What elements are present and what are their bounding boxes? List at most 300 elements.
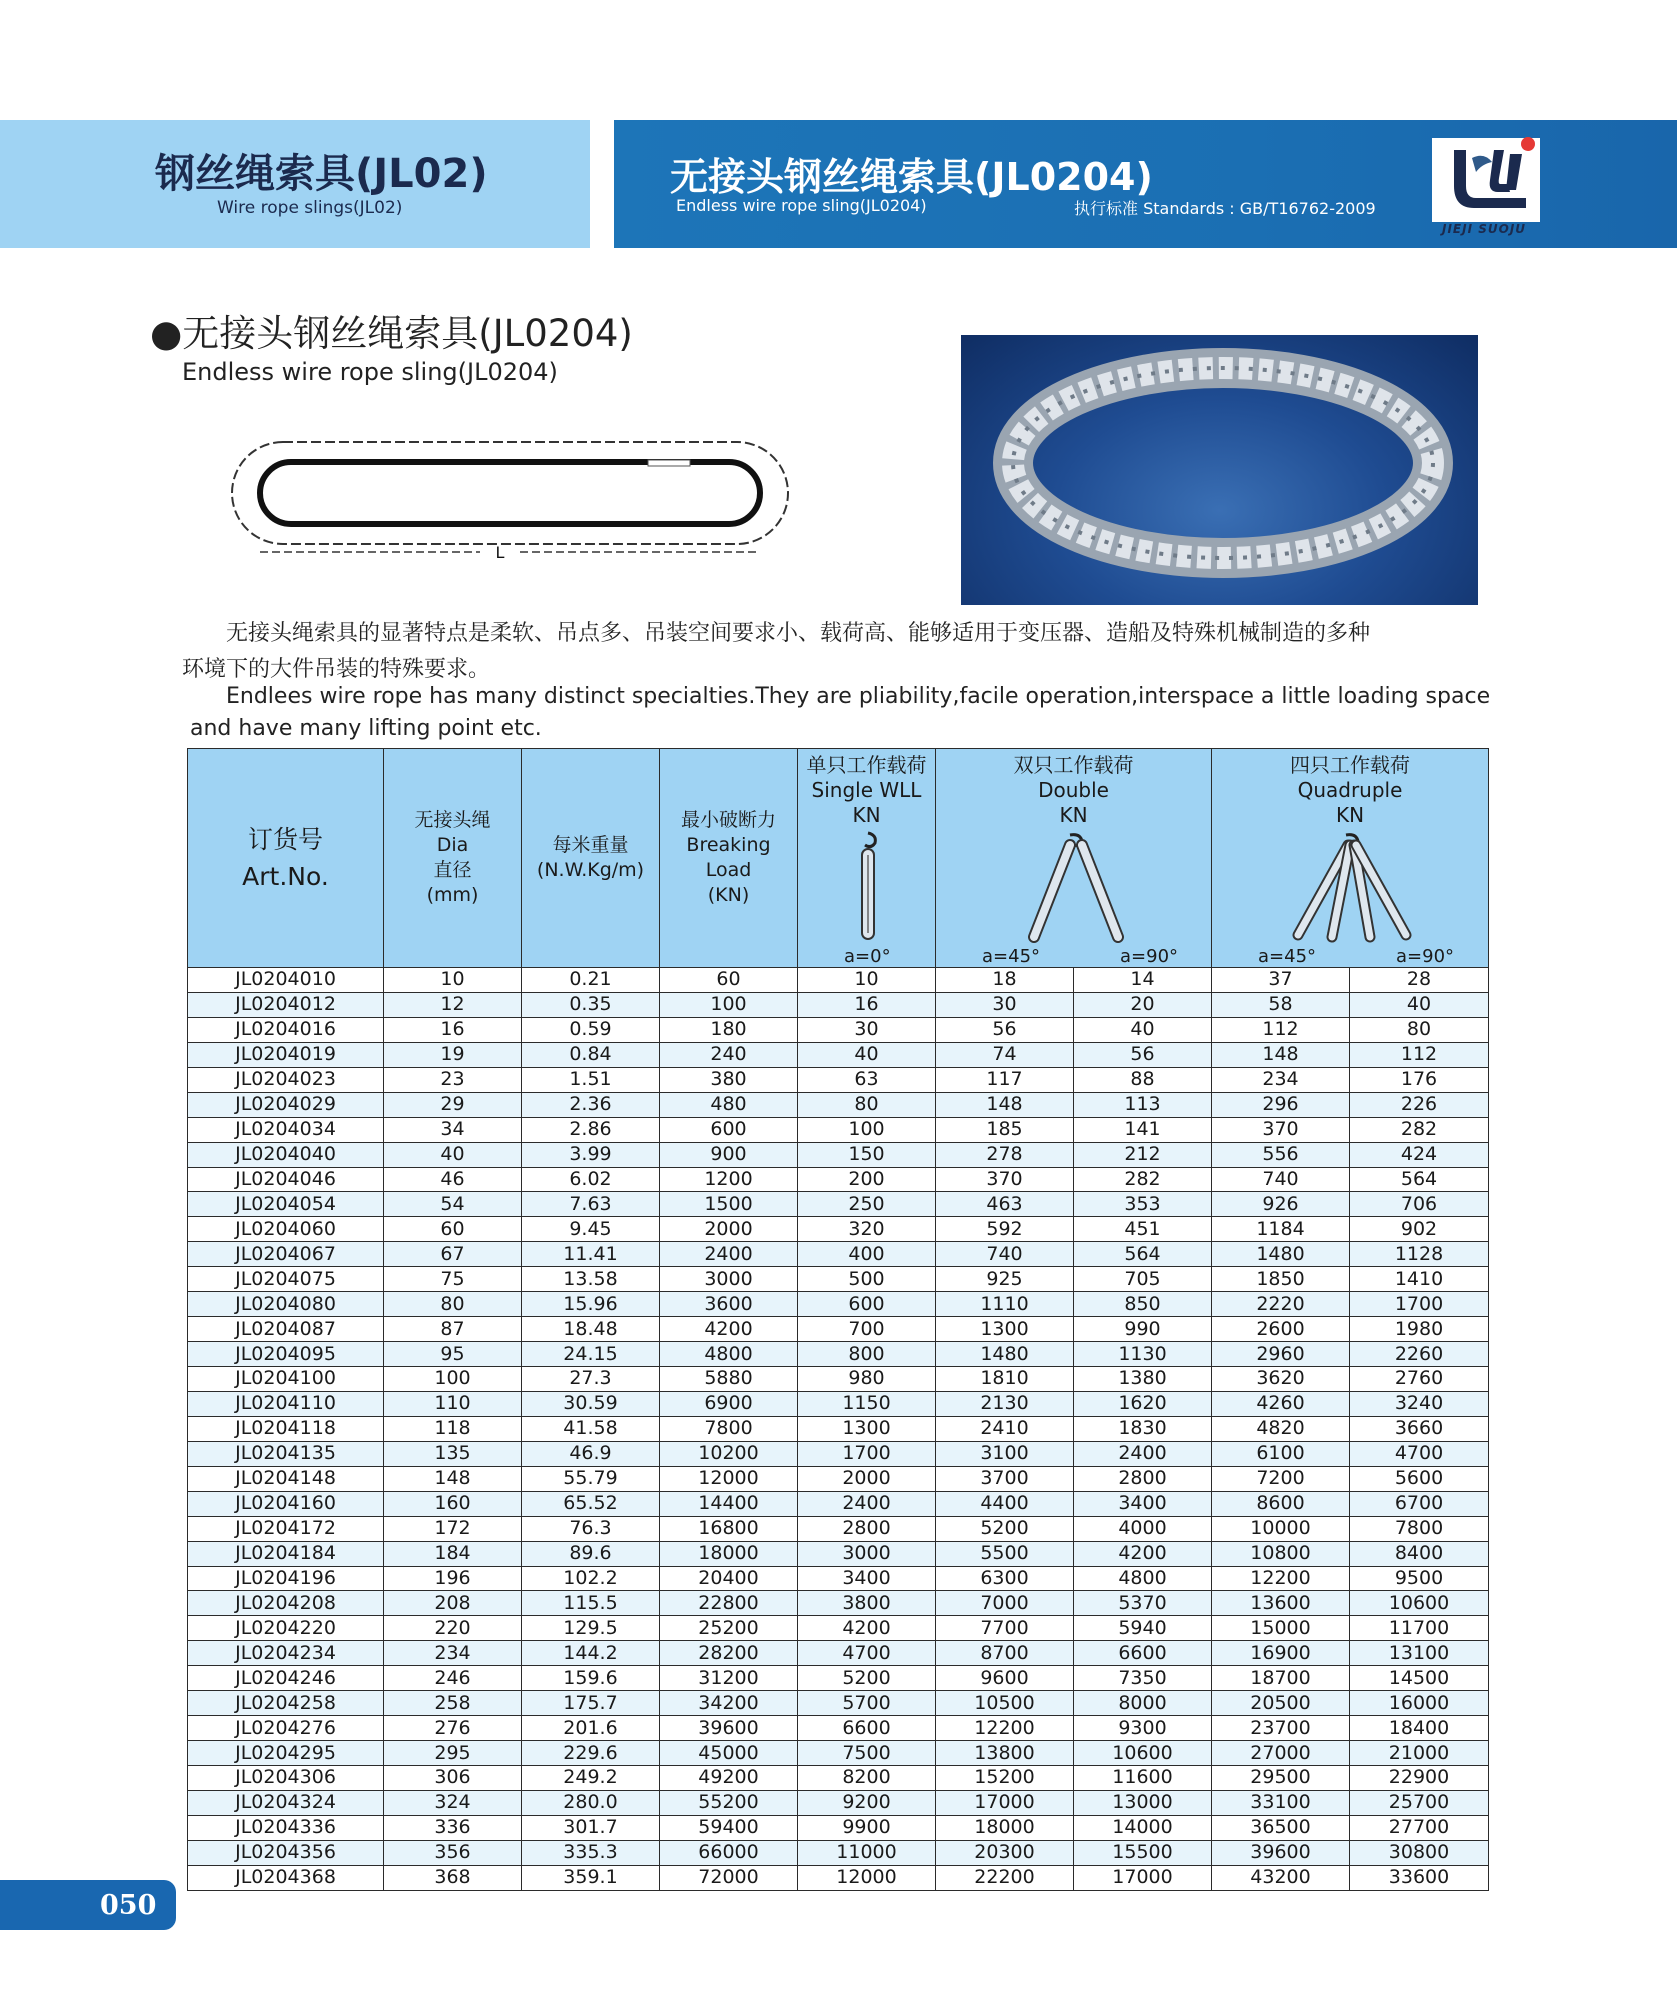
cell-single-wll: 3000 bbox=[798, 1541, 936, 1566]
table-row bbox=[188, 1317, 1489, 1342]
cell-breaking-load: 72000 bbox=[660, 1865, 798, 1890]
cell-quad-90: 80 bbox=[1350, 1017, 1489, 1042]
cell-diameter: 60 bbox=[384, 1217, 522, 1242]
cell-double-90: 705 bbox=[1074, 1267, 1212, 1292]
double-sling-icon bbox=[1026, 831, 1126, 943]
cell-double-45: 925 bbox=[936, 1267, 1074, 1292]
cell-art-no: JL0204135 bbox=[188, 1441, 384, 1466]
cell-diameter: 324 bbox=[384, 1790, 522, 1815]
cell-double-45: 1810 bbox=[936, 1367, 1074, 1392]
cell-quad-45: 148 bbox=[1212, 1042, 1350, 1067]
cell-diameter: 135 bbox=[384, 1441, 522, 1466]
cell-single-wll: 100 bbox=[798, 1117, 936, 1142]
table-row bbox=[188, 992, 1489, 1017]
cell-quad-90: 706 bbox=[1350, 1192, 1489, 1217]
endless-sling-drawing bbox=[230, 440, 792, 560]
cell-double-90: 3400 bbox=[1074, 1491, 1212, 1516]
table-row bbox=[188, 1367, 1489, 1392]
sling-diagram bbox=[230, 440, 792, 560]
logo-caption: JIEJI SUOJU bbox=[1442, 222, 1527, 236]
cell-diameter: 246 bbox=[384, 1666, 522, 1691]
page-number-tab bbox=[0, 1880, 176, 1930]
cell-single-wll: 7500 bbox=[798, 1741, 936, 1766]
cell-breaking-load: 7800 bbox=[660, 1416, 798, 1441]
cell-art-no: JL0204019 bbox=[188, 1042, 384, 1067]
cell-diameter: 23 bbox=[384, 1067, 522, 1092]
cell-diameter: 75 bbox=[384, 1267, 522, 1292]
cell-double-45: 6300 bbox=[936, 1566, 1074, 1591]
cell-art-no: JL0204336 bbox=[188, 1815, 384, 1840]
cell-quad-45: 112 bbox=[1212, 1017, 1350, 1042]
cell-double-90: 10600 bbox=[1074, 1741, 1212, 1766]
cell-double-45: 18 bbox=[936, 968, 1074, 993]
cell-double-90: 5370 bbox=[1074, 1591, 1212, 1616]
cell-single-wll: 400 bbox=[798, 1242, 936, 1267]
cell-art-no: JL0204184 bbox=[188, 1541, 384, 1566]
cell-art-no: JL0204029 bbox=[188, 1092, 384, 1117]
cell-breaking-load: 2400 bbox=[660, 1242, 798, 1267]
cell-weight: 249.2 bbox=[522, 1766, 660, 1791]
cell-art-no: JL0204023 bbox=[188, 1067, 384, 1092]
length-label: L bbox=[495, 543, 505, 560]
cell-single-wll: 4700 bbox=[798, 1641, 936, 1666]
cell-breaking-load: 55200 bbox=[660, 1790, 798, 1815]
cell-weight: 7.63 bbox=[522, 1192, 660, 1217]
cell-single-wll: 980 bbox=[798, 1367, 936, 1392]
cell-quad-45: 37 bbox=[1212, 968, 1350, 993]
cell-diameter: 19 bbox=[384, 1042, 522, 1067]
cell-diameter: 34 bbox=[384, 1117, 522, 1142]
cell-weight: 89.6 bbox=[522, 1541, 660, 1566]
cell-breaking-load: 45000 bbox=[660, 1741, 798, 1766]
cell-art-no: JL0204016 bbox=[188, 1017, 384, 1042]
cell-double-90: 14000 bbox=[1074, 1815, 1212, 1840]
cell-weight: 18.48 bbox=[522, 1317, 660, 1342]
brand-logo bbox=[1426, 128, 1546, 240]
cell-quad-45: 3620 bbox=[1212, 1367, 1350, 1392]
table-row bbox=[188, 1292, 1489, 1317]
spec-table-body bbox=[188, 968, 1489, 1891]
cell-quad-45: 2220 bbox=[1212, 1292, 1350, 1317]
table-row bbox=[188, 1391, 1489, 1416]
cell-breaking-load: 16800 bbox=[660, 1516, 798, 1541]
cell-art-no: JL0204087 bbox=[188, 1317, 384, 1342]
cell-quad-45: 234 bbox=[1212, 1067, 1350, 1092]
cell-quad-45: 6100 bbox=[1212, 1441, 1350, 1466]
cell-double-45: 2130 bbox=[936, 1391, 1074, 1416]
category-title: 钢丝绳索具(JL02) bbox=[155, 151, 488, 197]
cell-single-wll: 63 bbox=[798, 1067, 936, 1092]
cell-double-45: 7700 bbox=[936, 1616, 1074, 1641]
table-row bbox=[188, 1217, 1489, 1242]
cell-double-90: 850 bbox=[1074, 1292, 1212, 1317]
cell-weight: 46.9 bbox=[522, 1441, 660, 1466]
product-subtitle: Endless wire rope sling(JL0204) bbox=[676, 196, 927, 215]
header-diameter: 无接头绳 Dia 直径 (mm) bbox=[384, 749, 522, 968]
cell-quad-45: 33100 bbox=[1212, 1790, 1350, 1815]
table-row bbox=[188, 1267, 1489, 1292]
cell-quad-45: 23700 bbox=[1212, 1716, 1350, 1741]
cell-diameter: 172 bbox=[384, 1516, 522, 1541]
cell-double-90: 7350 bbox=[1074, 1666, 1212, 1691]
table-row bbox=[188, 1840, 1489, 1865]
cell-single-wll: 30 bbox=[798, 1017, 936, 1042]
cell-single-wll: 800 bbox=[798, 1342, 936, 1367]
cell-double-90: 2400 bbox=[1074, 1441, 1212, 1466]
cell-double-45: 2410 bbox=[936, 1416, 1074, 1441]
cell-quad-90: 1980 bbox=[1350, 1317, 1489, 1342]
cell-diameter: 220 bbox=[384, 1616, 522, 1641]
cell-diameter: 208 bbox=[384, 1591, 522, 1616]
cell-single-wll: 600 bbox=[798, 1292, 936, 1317]
cell-quad-90: 5600 bbox=[1350, 1466, 1489, 1491]
category-subtitle: Wire rope slings(JL02) bbox=[217, 198, 403, 218]
cell-breaking-load: 34200 bbox=[660, 1691, 798, 1716]
cell-double-90: 20 bbox=[1074, 992, 1212, 1017]
cell-single-wll: 2400 bbox=[798, 1491, 936, 1516]
cell-double-90: 88 bbox=[1074, 1067, 1212, 1092]
cell-quad-45: 20500 bbox=[1212, 1691, 1350, 1716]
table-row bbox=[188, 1616, 1489, 1641]
cell-double-45: 8700 bbox=[936, 1641, 1074, 1666]
cell-art-no: JL0204246 bbox=[188, 1666, 384, 1691]
cell-quad-90: 2260 bbox=[1350, 1342, 1489, 1367]
cell-art-no: JL0204034 bbox=[188, 1117, 384, 1142]
cell-art-no: JL0204095 bbox=[188, 1342, 384, 1367]
cell-quad-90: 902 bbox=[1350, 1217, 1489, 1242]
cell-double-90: 1620 bbox=[1074, 1391, 1212, 1416]
cell-single-wll: 700 bbox=[798, 1317, 936, 1342]
cell-double-90: 451 bbox=[1074, 1217, 1212, 1242]
cell-breaking-load: 14400 bbox=[660, 1491, 798, 1516]
cell-quad-90: 8400 bbox=[1350, 1541, 1489, 1566]
cell-diameter: 110 bbox=[384, 1391, 522, 1416]
quadruple-sling-icon bbox=[1290, 831, 1414, 943]
cell-breaking-load: 60 bbox=[660, 968, 798, 993]
cell-diameter: 16 bbox=[384, 1017, 522, 1042]
cell-quad-90: 6700 bbox=[1350, 1491, 1489, 1516]
cell-breaking-load: 4800 bbox=[660, 1342, 798, 1367]
cell-double-45: 740 bbox=[936, 1242, 1074, 1267]
cell-quad-45: 39600 bbox=[1212, 1840, 1350, 1865]
product-title: 无接头钢丝绳索具(JL0204) bbox=[670, 155, 1153, 199]
cell-double-90: 4200 bbox=[1074, 1541, 1212, 1566]
cell-weight: 13.58 bbox=[522, 1267, 660, 1292]
cell-double-45: 3700 bbox=[936, 1466, 1074, 1491]
cell-breaking-load: 240 bbox=[660, 1042, 798, 1067]
cell-double-90: 2800 bbox=[1074, 1466, 1212, 1491]
cell-quad-45: 556 bbox=[1212, 1142, 1350, 1167]
cell-breaking-load: 4200 bbox=[660, 1317, 798, 1342]
table-row bbox=[188, 1815, 1489, 1840]
cell-double-45: 117 bbox=[936, 1067, 1074, 1092]
table-row bbox=[188, 1566, 1489, 1591]
cell-breaking-load: 380 bbox=[660, 1067, 798, 1092]
cell-weight: 0.84 bbox=[522, 1042, 660, 1067]
table-row bbox=[188, 1017, 1489, 1042]
cell-breaking-load: 180 bbox=[660, 1017, 798, 1042]
cell-double-45: 592 bbox=[936, 1217, 1074, 1242]
cell-double-45: 1110 bbox=[936, 1292, 1074, 1317]
cell-double-90: 17000 bbox=[1074, 1865, 1212, 1890]
cell-diameter: 12 bbox=[384, 992, 522, 1017]
cell-double-45: 1300 bbox=[936, 1317, 1074, 1342]
cell-double-90: 141 bbox=[1074, 1117, 1212, 1142]
cell-single-wll: 150 bbox=[798, 1142, 936, 1167]
cell-weight: 3.99 bbox=[522, 1142, 660, 1167]
cell-quad-45: 1850 bbox=[1212, 1267, 1350, 1292]
cell-quad-45: 10000 bbox=[1212, 1516, 1350, 1541]
cell-quad-90: 282 bbox=[1350, 1117, 1489, 1142]
cell-quad-90: 1410 bbox=[1350, 1267, 1489, 1292]
cell-single-wll: 1300 bbox=[798, 1416, 936, 1441]
table-row bbox=[188, 1491, 1489, 1516]
cell-single-wll: 5200 bbox=[798, 1666, 936, 1691]
cell-breaking-load: 3000 bbox=[660, 1267, 798, 1292]
table-row bbox=[188, 1192, 1489, 1217]
product-photo bbox=[961, 335, 1478, 605]
standard-text: 执行标准 Standards : GB/T16762-2009 bbox=[1074, 199, 1376, 218]
cell-weight: 201.6 bbox=[522, 1716, 660, 1741]
cell-diameter: 295 bbox=[384, 1741, 522, 1766]
cell-weight: 27.3 bbox=[522, 1367, 660, 1392]
cell-weight: 65.52 bbox=[522, 1491, 660, 1516]
table-row bbox=[188, 1092, 1489, 1117]
cell-quad-45: 370 bbox=[1212, 1117, 1350, 1142]
cell-quad-90: 3660 bbox=[1350, 1416, 1489, 1441]
cell-art-no: JL0204012 bbox=[188, 992, 384, 1017]
cell-diameter: 368 bbox=[384, 1865, 522, 1890]
cell-weight: 0.35 bbox=[522, 992, 660, 1017]
table-row bbox=[188, 1167, 1489, 1192]
cell-diameter: 95 bbox=[384, 1342, 522, 1367]
cell-weight: 359.1 bbox=[522, 1865, 660, 1890]
cell-art-no: JL0204220 bbox=[188, 1616, 384, 1641]
cell-single-wll: 16 bbox=[798, 992, 936, 1017]
cell-weight: 6.02 bbox=[522, 1167, 660, 1192]
brand-logo-icon bbox=[1426, 128, 1546, 224]
table-row bbox=[188, 1242, 1489, 1267]
cell-art-no: JL0204196 bbox=[188, 1566, 384, 1591]
cell-quad-90: 9500 bbox=[1350, 1566, 1489, 1591]
table-row bbox=[188, 1666, 1489, 1691]
cell-single-wll: 1700 bbox=[798, 1441, 936, 1466]
cell-quad-45: 58 bbox=[1212, 992, 1350, 1017]
cell-single-wll: 80 bbox=[798, 1092, 936, 1117]
cell-double-90: 40 bbox=[1074, 1017, 1212, 1042]
cell-breaking-load: 1500 bbox=[660, 1192, 798, 1217]
cell-double-45: 5200 bbox=[936, 1516, 1074, 1541]
cell-weight: 30.59 bbox=[522, 1391, 660, 1416]
cell-quad-45: 43200 bbox=[1212, 1865, 1350, 1890]
cell-quad-90: 16000 bbox=[1350, 1691, 1489, 1716]
cell-weight: 175.7 bbox=[522, 1691, 660, 1716]
cell-art-no: JL0204080 bbox=[188, 1292, 384, 1317]
cell-quad-90: 7800 bbox=[1350, 1516, 1489, 1541]
cell-art-no: JL0204054 bbox=[188, 1192, 384, 1217]
cell-single-wll: 5700 bbox=[798, 1691, 936, 1716]
cell-single-wll: 250 bbox=[798, 1192, 936, 1217]
cell-quad-90: 226 bbox=[1350, 1092, 1489, 1117]
cell-double-45: 370 bbox=[936, 1167, 1074, 1192]
cell-quad-90: 25700 bbox=[1350, 1790, 1489, 1815]
cell-quad-90: 424 bbox=[1350, 1142, 1489, 1167]
cell-double-90: 282 bbox=[1074, 1167, 1212, 1192]
section-title: ●无接头钢丝绳索具(JL0204) bbox=[150, 312, 633, 355]
cell-quad-90: 112 bbox=[1350, 1042, 1489, 1067]
cell-double-90: 353 bbox=[1074, 1192, 1212, 1217]
cell-art-no: JL0204046 bbox=[188, 1167, 384, 1192]
cell-art-no: JL0204160 bbox=[188, 1491, 384, 1516]
cell-quad-45: 4820 bbox=[1212, 1416, 1350, 1441]
cell-double-45: 18000 bbox=[936, 1815, 1074, 1840]
cell-diameter: 184 bbox=[384, 1541, 522, 1566]
cell-weight: 2.86 bbox=[522, 1117, 660, 1142]
cell-diameter: 160 bbox=[384, 1491, 522, 1516]
cell-single-wll: 3800 bbox=[798, 1591, 936, 1616]
table-row bbox=[188, 1466, 1489, 1491]
cell-double-90: 56 bbox=[1074, 1042, 1212, 1067]
cell-weight: 2.36 bbox=[522, 1092, 660, 1117]
cell-double-45: 1480 bbox=[936, 1342, 1074, 1367]
cell-double-90: 15500 bbox=[1074, 1840, 1212, 1865]
cell-breaking-load: 20400 bbox=[660, 1566, 798, 1591]
cell-single-wll: 40 bbox=[798, 1042, 936, 1067]
table-row bbox=[188, 1142, 1489, 1167]
cell-quad-45: 8600 bbox=[1212, 1491, 1350, 1516]
cell-diameter: 196 bbox=[384, 1566, 522, 1591]
cell-single-wll: 11000 bbox=[798, 1840, 936, 1865]
cell-art-no: JL0204295 bbox=[188, 1741, 384, 1766]
cell-quad-45: 36500 bbox=[1212, 1815, 1350, 1840]
cell-art-no: JL0204067 bbox=[188, 1242, 384, 1267]
cell-quad-45: 16900 bbox=[1212, 1641, 1350, 1666]
cell-quad-45: 2960 bbox=[1212, 1342, 1350, 1367]
cell-single-wll: 9900 bbox=[798, 1815, 936, 1840]
cell-weight: 55.79 bbox=[522, 1466, 660, 1491]
cell-diameter: 46 bbox=[384, 1167, 522, 1192]
cell-double-45: 20300 bbox=[936, 1840, 1074, 1865]
cell-double-45: 10500 bbox=[936, 1691, 1074, 1716]
cell-quad-90: 564 bbox=[1350, 1167, 1489, 1192]
cell-double-90: 990 bbox=[1074, 1317, 1212, 1342]
cell-quad-45: 2600 bbox=[1212, 1317, 1350, 1342]
table-row bbox=[188, 1766, 1489, 1791]
cell-double-45: 5500 bbox=[936, 1541, 1074, 1566]
cell-single-wll: 4200 bbox=[798, 1616, 936, 1641]
cell-breaking-load: 600 bbox=[660, 1117, 798, 1142]
cell-art-no: JL0204075 bbox=[188, 1267, 384, 1292]
cell-weight: 301.7 bbox=[522, 1815, 660, 1840]
single-sling-icon bbox=[853, 831, 883, 943]
cell-weight: 144.2 bbox=[522, 1641, 660, 1666]
cell-double-45: 7000 bbox=[936, 1591, 1074, 1616]
cell-quad-90: 14500 bbox=[1350, 1666, 1489, 1691]
cell-single-wll: 200 bbox=[798, 1167, 936, 1192]
table-row bbox=[188, 1342, 1489, 1367]
cell-double-45: 13800 bbox=[936, 1741, 1074, 1766]
cell-diameter: 234 bbox=[384, 1641, 522, 1666]
cell-breaking-load: 900 bbox=[660, 1142, 798, 1167]
cell-double-45: 22200 bbox=[936, 1865, 1074, 1890]
page-number: 050 bbox=[100, 1890, 157, 1921]
cell-breaking-load: 5880 bbox=[660, 1367, 798, 1392]
cell-diameter: 10 bbox=[384, 968, 522, 993]
cell-quad-90: 21000 bbox=[1350, 1741, 1489, 1766]
cell-weight: 9.45 bbox=[522, 1217, 660, 1242]
cell-breaking-load: 12000 bbox=[660, 1466, 798, 1491]
cell-double-45: 56 bbox=[936, 1017, 1074, 1042]
cell-diameter: 118 bbox=[384, 1416, 522, 1441]
header-breaking-load: 最小破断力 Breaking Load (KN) bbox=[660, 749, 798, 968]
cell-quad-45: 27000 bbox=[1212, 1741, 1350, 1766]
cell-weight: 159.6 bbox=[522, 1666, 660, 1691]
cell-single-wll: 2000 bbox=[798, 1466, 936, 1491]
cell-breaking-load: 18000 bbox=[660, 1541, 798, 1566]
cell-breaking-load: 10200 bbox=[660, 1441, 798, 1466]
description-en-line2: and have many lifting point etc. bbox=[190, 716, 542, 741]
cell-single-wll: 320 bbox=[798, 1217, 936, 1242]
cell-weight: 229.6 bbox=[522, 1741, 660, 1766]
table-row bbox=[188, 1691, 1489, 1716]
cell-double-90: 6600 bbox=[1074, 1641, 1212, 1666]
table-row bbox=[188, 1741, 1489, 1766]
cell-art-no: JL0204356 bbox=[188, 1840, 384, 1865]
cell-single-wll: 12000 bbox=[798, 1865, 936, 1890]
cell-diameter: 40 bbox=[384, 1142, 522, 1167]
cell-double-45: 463 bbox=[936, 1192, 1074, 1217]
description-en-line1: Endlees wire rope has many distinct specialties.They are pliability,facile operation,interspace a little loading space bbox=[226, 684, 1491, 709]
header-right-band bbox=[614, 120, 1677, 248]
cell-quad-90: 176 bbox=[1350, 1067, 1489, 1092]
wire-rope-ring-image bbox=[961, 335, 1478, 605]
cell-weight: 0.59 bbox=[522, 1017, 660, 1042]
table-row bbox=[188, 1117, 1489, 1142]
cell-art-no: JL0204208 bbox=[188, 1591, 384, 1616]
table-row bbox=[188, 1790, 1489, 1815]
section-subtitle: Endless wire rope sling(JL0204) bbox=[182, 358, 558, 386]
cell-single-wll: 3400 bbox=[798, 1566, 936, 1591]
cell-double-45: 12200 bbox=[936, 1716, 1074, 1741]
cell-weight: 115.5 bbox=[522, 1591, 660, 1616]
cell-weight: 335.3 bbox=[522, 1840, 660, 1865]
cell-weight: 280.0 bbox=[522, 1790, 660, 1815]
cell-art-no: JL0204060 bbox=[188, 1217, 384, 1242]
cell-art-no: JL0204010 bbox=[188, 968, 384, 993]
cell-quad-45: 18700 bbox=[1212, 1666, 1350, 1691]
cell-breaking-load: 49200 bbox=[660, 1766, 798, 1791]
cell-breaking-load: 59400 bbox=[660, 1815, 798, 1840]
cell-breaking-load: 25200 bbox=[660, 1616, 798, 1641]
cell-art-no: JL0204258 bbox=[188, 1691, 384, 1716]
cell-quad-45: 7200 bbox=[1212, 1466, 1350, 1491]
cell-quad-45: 1184 bbox=[1212, 1217, 1350, 1242]
table-row bbox=[188, 1042, 1489, 1067]
cell-quad-90: 18400 bbox=[1350, 1716, 1489, 1741]
cell-art-no: JL0204148 bbox=[188, 1466, 384, 1491]
cell-quad-45: 12200 bbox=[1212, 1566, 1350, 1591]
cell-quad-90: 30800 bbox=[1350, 1840, 1489, 1865]
cell-double-90: 14 bbox=[1074, 968, 1212, 993]
cell-double-90: 13000 bbox=[1074, 1790, 1212, 1815]
cell-single-wll: 6600 bbox=[798, 1716, 936, 1741]
cell-double-45: 15200 bbox=[936, 1766, 1074, 1791]
description-cn-line1: 无接头绳索具的显著特点是柔软、吊点多、吊装空间要求小、载荷高、能够适用于变压器、造船及特殊机械制造的多种 bbox=[226, 621, 1371, 646]
cell-double-90: 212 bbox=[1074, 1142, 1212, 1167]
cell-weight: 24.15 bbox=[522, 1342, 660, 1367]
cell-diameter: 67 bbox=[384, 1242, 522, 1267]
table-row bbox=[188, 1416, 1489, 1441]
